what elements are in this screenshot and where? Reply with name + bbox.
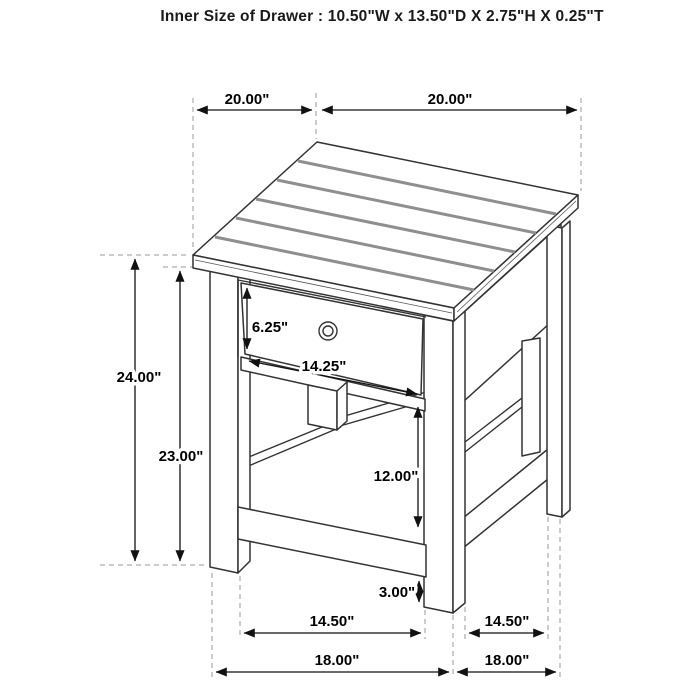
dim-label-front-leg-gap: 14.50" <box>309 613 355 630</box>
rear-leg <box>522 338 540 456</box>
table-drawing <box>193 142 578 613</box>
dim-label-top-width: 20.00" <box>224 91 270 108</box>
dim-label-base-width: 18.00" <box>314 652 360 669</box>
shelf-front-rail <box>238 507 426 577</box>
inner-left-apron-edge <box>239 427 341 470</box>
left-leg <box>210 271 238 573</box>
shelf-back-edge <box>465 398 522 442</box>
center-support-side <box>337 382 347 430</box>
dim-label-underside-height: 23.00" <box>158 448 204 465</box>
right-leg <box>547 225 562 517</box>
dim-label-side-leg-gap: 14.50" <box>484 613 530 630</box>
page-title: Inner Size of Drawer : 10.50"W x 13.50"D X 2.75"H X 0.25"T <box>160 8 604 25</box>
front-leg-side <box>453 311 465 613</box>
shelf-side-edge <box>452 449 548 557</box>
shelf-back-edge <box>465 407 522 452</box>
front-leg <box>424 315 453 613</box>
dim-label-drawer-width: 14.25" <box>301 358 347 375</box>
dim-label-floor-clearance: 3.00" <box>378 584 416 601</box>
right-leg-side <box>562 221 570 517</box>
dim-label-drawer-height: 6.25" <box>251 319 289 336</box>
dim-label-top-depth: 20.00" <box>427 91 473 108</box>
dim-label-overall-height: 24.00" <box>116 369 162 386</box>
dim-label-base-depth: 18.00" <box>484 652 530 669</box>
center-support <box>308 385 337 430</box>
dim-label-shelf-opening: 12.00" <box>373 468 419 485</box>
